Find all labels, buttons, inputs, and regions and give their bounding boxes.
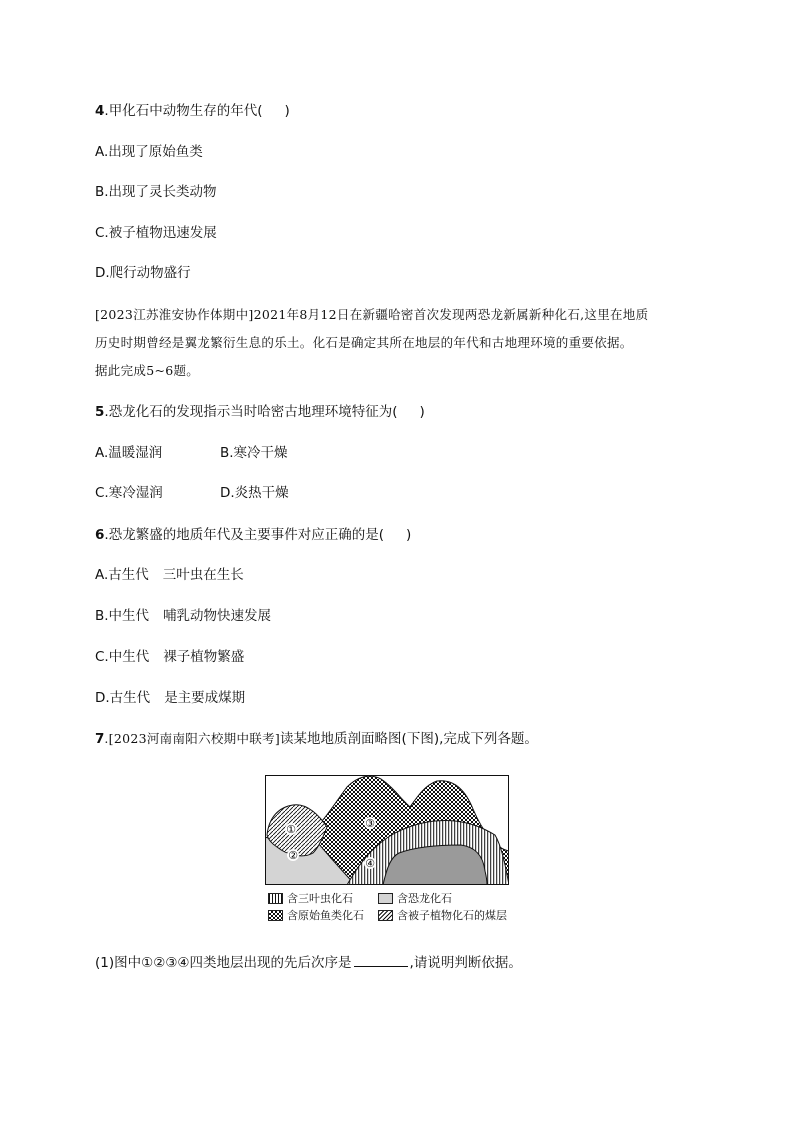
q6-option-c: C.中生代 裸子植物繁盛: [95, 649, 245, 665]
legend-item-coal: 含被子植物化石的煤层: [378, 907, 507, 923]
q4-option-a: A.出现了原始鱼类: [95, 144, 203, 160]
q5-options-row-1: [95, 444, 495, 462]
q4-option-c: C.被子植物迅速发展: [95, 225, 217, 241]
q4-option-b: B.出现了灵长类动物: [95, 184, 217, 200]
q5-option-d: D.炎热干燥: [220, 485, 289, 501]
fish-swatch-icon: [268, 910, 283, 921]
passage-line-1: [2023江苏淮安协作体期中]2021年8月12日在新疆哈密首次发现两恐龙新属新种化石,这里在地质: [95, 307, 649, 322]
layer-label-3: ③: [365, 817, 375, 830]
geologic-section-diagram: [265, 775, 509, 885]
layer-label-4: ④: [365, 857, 375, 870]
layer-label-1: ①: [286, 823, 296, 836]
q4-option-d: D.爬行动物盛行: [95, 265, 191, 281]
q5-option-b: B.寒冷干燥: [220, 445, 288, 461]
trilobite-swatch-icon: [268, 893, 283, 904]
dinosaur-swatch-icon: [378, 893, 393, 904]
legend-item-trilobite: 含三叶虫化石: [268, 890, 353, 906]
passage-line-2: 历史时期曾经是翼龙繁衍生息的乐土。化石是确定其所在地层的年代和古地理环境的重要依据。: [95, 335, 633, 350]
q7-stem: 7.[2023河南南阳六校期中联考]读某地地质剖面略图(下图),完成下列各题。: [95, 731, 538, 747]
geologic-section-figure: [265, 775, 509, 925]
q5-options-row-2: [95, 484, 495, 502]
q6-stem: 6.恐龙繁盛的地质年代及主要事件对应正确的是( ): [95, 527, 412, 543]
q7-subquestion-1: (1)图中①②③④四类地层出现的先后次序是 ,请说明判断依据。: [95, 955, 522, 971]
q5-stem: 5.恐龙化石的发现指示当时哈密古地理环境特征为( ): [95, 404, 425, 420]
coal-swatch-icon: [378, 910, 393, 921]
q6-option-d: D.古生代 是主要成煤期: [95, 690, 246, 706]
q6-option-b: B.中生代 哺乳动物快速发展: [95, 608, 272, 624]
layer-label-2: ②: [288, 849, 298, 862]
q4-stem: 4.甲化石中动物生存的年代( ): [95, 103, 290, 119]
passage-line-3: 据此完成5~6题。: [95, 363, 200, 378]
q5-option-c: C.寒冷湿润: [95, 485, 163, 501]
legend-item-dinosaur: 含恐龙化石: [378, 890, 452, 906]
legend-item-fish: 含原始鱼类化石: [268, 907, 364, 923]
q6-option-a: A.古生代 三叶虫在生长: [95, 567, 244, 583]
q5-option-a: A.温暖湿润: [95, 445, 163, 461]
answer-blank[interactable]: [354, 954, 408, 967]
